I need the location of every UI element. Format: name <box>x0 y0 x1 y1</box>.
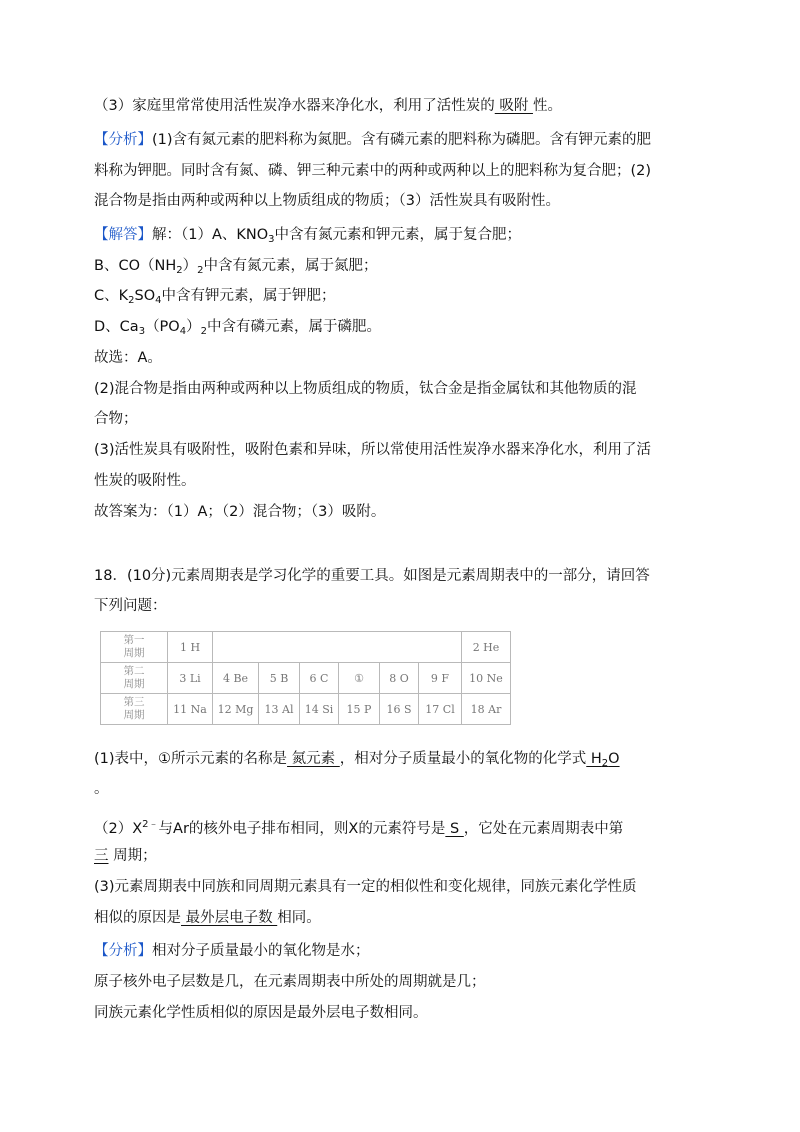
ans18-q2-text3: ，它处在元素周期表中第 <box>463 821 624 837</box>
answer17-d-mid: （PO <box>145 319 180 335</box>
answer17-part2-text1: (2)混合物是指由两种或两种以上物质组成的物质，钛合金是指金属钛和其他物质的混 <box>94 381 637 397</box>
answer17-b-rest: 中含有氮元素，属于氮肥； <box>203 258 378 274</box>
ans18-q3-text3: 相同。 <box>277 910 321 926</box>
ans18-q3-text2: 相似的原因是 <box>94 910 181 926</box>
row-header <box>101 663 168 694</box>
answer17-a-text: 解：（1）A、KNO <box>152 227 269 243</box>
answer17-part2-line1 <box>94 379 637 399</box>
analysis17-line1 <box>94 130 651 150</box>
analysis17-line3 <box>94 191 560 211</box>
answer17-part2-line2 <box>94 409 138 429</box>
table-row <box>101 632 511 663</box>
answer17-choose <box>94 348 162 368</box>
formula-part: O <box>608 751 620 767</box>
ans18-q2-blank-period: 三 <box>94 848 109 864</box>
element-cell: 12 Mg <box>213 694 259 725</box>
analysis18-text3: 同族元素化学性质相似的原因是最外层电子数相同。 <box>94 1005 428 1021</box>
periodic-table-excerpt <box>100 631 511 725</box>
ans18-q1-period-text: 。 <box>94 781 109 797</box>
element-cell: 16 S <box>380 694 419 725</box>
ans18-q2-text4: 周期； <box>108 848 157 864</box>
answer17-choose-text: 故选：A。 <box>94 350 162 366</box>
ans18-q2-line <box>94 815 623 839</box>
ans18-q3-line2 <box>94 908 321 928</box>
answer17-part3-text1: (3)活性炭具有吸附性，吸附色素和异味，所以常使用活性炭净水器来净化水，利用了活 <box>94 442 652 458</box>
q17-part3-line <box>94 96 562 116</box>
element-cell: 8 O <box>380 663 419 694</box>
analysis17-line2 <box>94 161 651 181</box>
q18-text1: 18．(10分)元素周期表是学习化学的重要工具。如图是元素周期表中的一部分，请回答 <box>94 568 650 584</box>
ans18-q2-blank-symbol: S <box>445 821 464 837</box>
answer17-part2-text2: 合物； <box>94 411 138 427</box>
ans18-q3-blank: 最外层电子数 <box>181 910 278 926</box>
ans18-q1-text2: ，相对分子质量最小的氧化物的化学式 <box>339 751 587 767</box>
ans18-q1-blank-name: 氮元素 <box>287 751 340 767</box>
table-row <box>101 694 511 725</box>
element-cell: 13 Al <box>259 694 300 725</box>
analysis18-text1: 相对分子质量最小的氧化物是水； <box>152 943 370 959</box>
ans18-q1-blank-formula <box>586 751 619 767</box>
row-header-line: 周期 <box>123 647 145 659</box>
element-cell-unknown: ① <box>339 663 380 694</box>
analysis-tag: 【分析】 <box>94 943 152 959</box>
answer17-d-text: D、Ca <box>94 319 139 335</box>
element-cell: 9 F <box>419 663 462 694</box>
analysis18-text2: 原子核外电子层数是几，在元素周期表中所处的周期就是几； <box>94 974 486 990</box>
element-cell: 1 H <box>168 632 213 663</box>
element-cell: 15 P <box>339 694 380 725</box>
row-header <box>101 632 168 663</box>
answer17-b-text: B、CO（NH <box>94 258 177 274</box>
ans18-q2-line2 <box>94 846 157 866</box>
row-header-line: 周期 <box>123 678 145 690</box>
answer17-part3-line2 <box>94 471 196 491</box>
empty-cell <box>213 632 462 663</box>
answer17-final-text: 故答案为：（1）A；（2）混合物；（3）吸附。 <box>94 504 386 520</box>
row-header <box>101 694 168 725</box>
analysis17-text2: 料称为钾肥。同时含有氮、磷、钾三种元素中的两种或两种以上的肥料称为复合肥；(2) <box>94 163 652 179</box>
ans18-q2-text2: 与Ar的核外电子排布相同，则X的元素符号是 <box>158 821 446 837</box>
answer17-c-rest: 中含有钾元素，属于钾肥； <box>161 288 336 304</box>
analysis18-line2 <box>94 972 486 992</box>
analysis17-text1: (1)含有氮元素的肥料称为氮肥。含有磷元素的肥料称为磷肥。含有钾元素的肥 <box>152 132 652 148</box>
formula-sub: 2 <box>601 758 609 769</box>
element-cell: 14 Si <box>300 694 339 725</box>
answer17-part3-text2: 性炭的吸附性。 <box>94 473 196 489</box>
answer17-line-d: D、$Ca_3(PO_4)_2$中含有磷元素，属于磷肥。 <box>94 319 381 337</box>
answer17-d-sub: 3 <box>138 326 146 337</box>
answer17-c-sub: 2 <box>128 295 135 306</box>
row-header-line: 第二 <box>123 665 145 677</box>
analysis18-line1 <box>94 941 370 961</box>
answer-tag: 【解答】 <box>94 227 152 243</box>
element-cell: 18 Ar <box>462 694 511 725</box>
element-cell: 10 Ne <box>462 663 511 694</box>
analysis18-line3 <box>94 1003 428 1023</box>
answer17-line-b: B、$CO(NH_2)_2$中含有氮元素，属于氮肥； <box>94 258 378 276</box>
element-cell: 5 B <box>259 663 300 694</box>
q17-part3-suffix: 性。 <box>532 98 562 114</box>
ans18-q3-text: (3)元素周期表中同族和同周期元素具有一定的相似性和变化规律，同族元素化学性质 <box>94 879 637 895</box>
answer17-c-sub2: 4 <box>155 295 162 306</box>
ans18-q2-text: （2）X <box>94 821 143 837</box>
answer17-a-rest: 中含有氮元素和钾元素，属于复合肥； <box>274 227 522 243</box>
answer17-c-text: C、K <box>94 288 129 304</box>
ans18-q1-line <box>94 749 620 774</box>
element-cell: 3 Li <box>168 663 213 694</box>
answer17-b-sub: 2 <box>176 265 183 276</box>
answer17-d-sub2: 4 <box>179 326 187 337</box>
answer17-line-a <box>94 225 521 250</box>
row-header-line: 第三 <box>123 696 145 708</box>
ans18-q1-text: (1)表中，①所示元素的名称是 <box>94 751 288 767</box>
q18-line1 <box>94 566 650 586</box>
ans18-q2-sup: 2﹣ <box>142 819 159 830</box>
ans18-q1-period <box>94 779 109 799</box>
answer17-a-sub: 3 <box>268 234 275 245</box>
element-cell: 2 He <box>462 632 511 663</box>
answer17-line-c <box>94 286 336 311</box>
element-cell: 11 Na <box>168 694 213 725</box>
table-row <box>101 663 511 694</box>
q17-part3-text: （3）家庭里常常使用活性炭净水器来净化水，利用了活性炭的 <box>94 98 495 114</box>
element-cell: 17 Cl <box>419 694 462 725</box>
answer17-d-sub3: 2 <box>200 326 207 337</box>
ans18-q3-line1 <box>94 877 637 897</box>
element-cell: 6 C <box>300 663 339 694</box>
answer17-d-rest: 中含有磷元素，属于磷肥。 <box>206 319 381 335</box>
row-header-line: 第一 <box>123 634 145 646</box>
q18-text2: 下列问题： <box>94 598 167 614</box>
row-header-line: 周期 <box>123 709 145 721</box>
q17-part3-answer-blank: 吸附 <box>494 98 533 114</box>
element-cell: 4 Be <box>213 663 259 694</box>
analysis17-text3: 混合物是指由两种或两种以上物质组成的物质；（3）活性炭具有吸附性。 <box>94 193 560 209</box>
answer17-b-sub2: 2 <box>197 265 204 276</box>
formula-part: H <box>586 751 602 767</box>
answer17-final <box>94 502 385 522</box>
analysis-tag: 【分析】 <box>94 132 152 148</box>
q18-line2 <box>94 596 167 616</box>
answer17-c-mid: SO <box>134 288 156 304</box>
answer17-part3-line1 <box>94 440 651 460</box>
